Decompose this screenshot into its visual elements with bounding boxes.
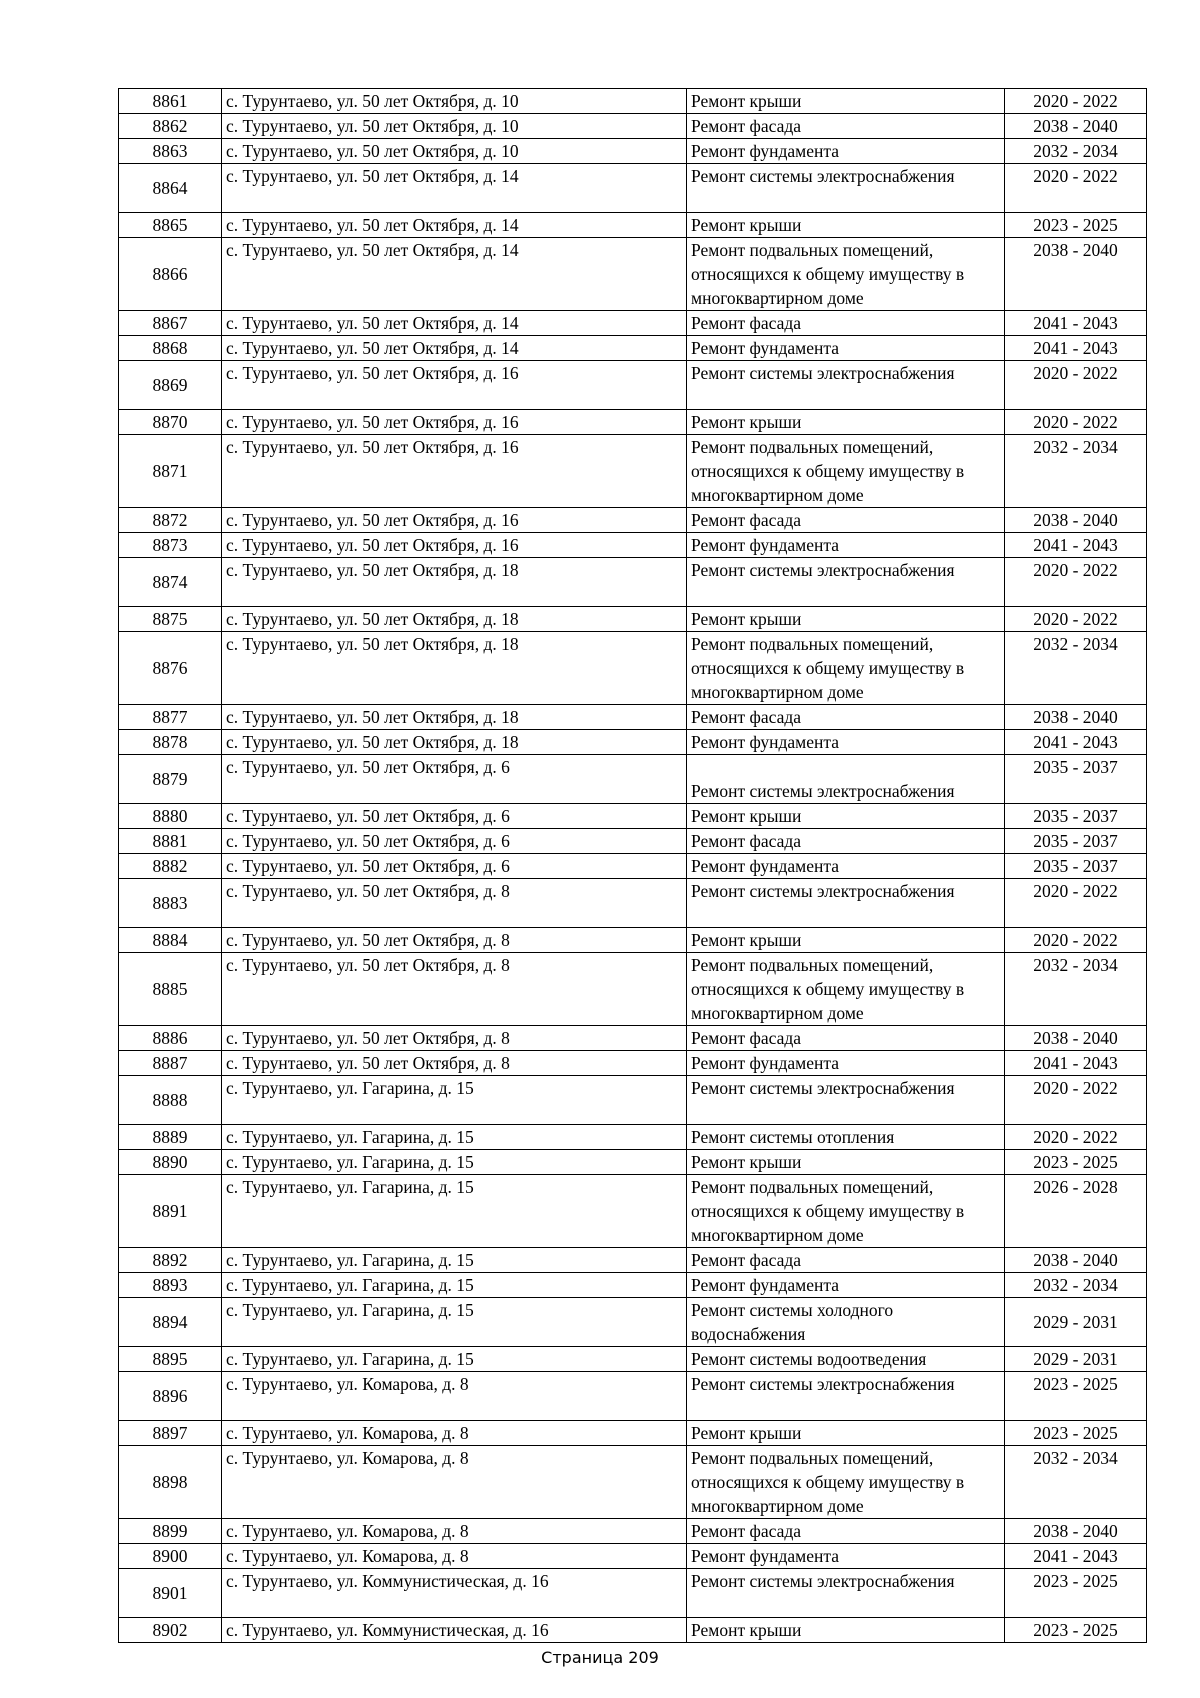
address-cell: с. Турунтаево, ул. Гагарина, д. 15: [222, 1347, 687, 1372]
work-type-cell: Ремонт системы электроснабжения: [687, 1372, 1005, 1421]
period-cell: 2023 - 2025: [1005, 1421, 1147, 1446]
period-cell: 2041 - 2043: [1005, 730, 1147, 755]
period-cell: 2035 - 2037: [1005, 829, 1147, 854]
address-cell: с. Турунтаево, ул. Гагарина, д. 15: [222, 1248, 687, 1273]
work-type-cell: Ремонт системы электроснабжения: [687, 361, 1005, 410]
row-number-cell: 8881: [119, 829, 222, 854]
period-cell: 2032 - 2034: [1005, 1273, 1147, 1298]
address-cell: с. Турунтаево, ул. Гагарина, д. 15: [222, 1298, 687, 1347]
work-type-cell: Ремонт фундамента: [687, 336, 1005, 361]
repair-schedule-table: [118, 88, 1147, 1643]
table-row: [119, 804, 1147, 829]
period-cell: 2035 - 2037: [1005, 755, 1147, 804]
address-cell: с. Турунтаево, ул. 50 лет Октября, д. 14: [222, 311, 687, 336]
period-cell: 2038 - 2040: [1005, 705, 1147, 730]
row-number-cell: 8864: [119, 164, 222, 213]
row-number-cell: 8879: [119, 755, 222, 804]
table-row: [119, 238, 1147, 311]
work-type-cell: Ремонт фасада: [687, 311, 1005, 336]
work-type-cell: Ремонт фасада: [687, 114, 1005, 139]
address-cell: с. Турунтаево, ул. Комарова, д. 8: [222, 1372, 687, 1421]
work-type-cell: Ремонт системы электроснабжения: [687, 1569, 1005, 1618]
page-number: Страница 209: [541, 1648, 659, 1667]
row-number-cell: 8875: [119, 607, 222, 632]
work-type-cell: Ремонт подвальных помещений, относящихся к общему имуществу в многоквартирном доме: [687, 953, 1005, 1026]
table-body: [119, 89, 1147, 1643]
address-cell: с. Турунтаево, ул. 50 лет Октября, д. 6: [222, 854, 687, 879]
table-row: [119, 336, 1147, 361]
row-number-cell: 8870: [119, 410, 222, 435]
address-cell: с. Турунтаево, ул. Гагарина, д. 15: [222, 1150, 687, 1175]
row-number-cell: 8900: [119, 1544, 222, 1569]
table-row: [119, 361, 1147, 410]
table-row: [119, 1150, 1147, 1175]
table-row: [119, 953, 1147, 1026]
row-number-cell: 8895: [119, 1347, 222, 1372]
address-cell: с. Турунтаево, ул. 50 лет Октября, д. 18: [222, 607, 687, 632]
work-type-cell: Ремонт фасада: [687, 1248, 1005, 1273]
work-type-cell: Ремонт системы холодного водоснабжения: [687, 1298, 1005, 1347]
work-type-cell: Ремонт крыши: [687, 804, 1005, 829]
row-number-cell: 8883: [119, 879, 222, 928]
period-cell: 2038 - 2040: [1005, 508, 1147, 533]
work-type-cell: Ремонт системы отопления: [687, 1125, 1005, 1150]
table-row: [119, 1519, 1147, 1544]
period-cell: 2041 - 2043: [1005, 1051, 1147, 1076]
period-cell: 2041 - 2043: [1005, 533, 1147, 558]
table-row: [119, 1446, 1147, 1519]
address-cell: с. Турунтаево, ул. Гагарина, д. 15: [222, 1273, 687, 1298]
period-cell: 2026 - 2028: [1005, 1175, 1147, 1248]
table-row: [119, 829, 1147, 854]
row-number-cell: 8891: [119, 1175, 222, 1248]
address-cell: с. Турунтаево, ул. 50 лет Октября, д. 6: [222, 755, 687, 804]
address-cell: с. Турунтаево, ул. 50 лет Октября, д. 14: [222, 238, 687, 311]
row-number-cell: 8897: [119, 1421, 222, 1446]
period-cell: 2035 - 2037: [1005, 804, 1147, 829]
row-number-cell: 8894: [119, 1298, 222, 1347]
work-type-cell: Ремонт крыши: [687, 410, 1005, 435]
work-type-cell: Ремонт фундамента: [687, 1273, 1005, 1298]
table-row: [119, 89, 1147, 114]
row-number-cell: 8888: [119, 1076, 222, 1125]
period-cell: 2020 - 2022: [1005, 89, 1147, 114]
row-number-cell: 8890: [119, 1150, 222, 1175]
period-cell: 2032 - 2034: [1005, 1446, 1147, 1519]
table-row: [119, 755, 1147, 804]
address-cell: с. Турунтаево, ул. Коммунистическая, д. 16: [222, 1569, 687, 1618]
address-cell: с. Турунтаево, ул. Комарова, д. 8: [222, 1421, 687, 1446]
work-type-cell: Ремонт системы водоотведения: [687, 1347, 1005, 1372]
address-cell: с. Турунтаево, ул. 50 лет Октября, д. 18: [222, 705, 687, 730]
work-type-cell: Ремонт подвальных помещений, относящихся к общему имуществу в многоквартирном доме: [687, 238, 1005, 311]
address-cell: с. Турунтаево, ул. Гагарина, д. 15: [222, 1125, 687, 1150]
row-number-cell: 8868: [119, 336, 222, 361]
row-number-cell: 8898: [119, 1446, 222, 1519]
table-row: [119, 1372, 1147, 1421]
table-row: [119, 558, 1147, 607]
work-type-cell: Ремонт фундамента: [687, 1544, 1005, 1569]
work-type-cell: Ремонт крыши: [687, 607, 1005, 632]
address-cell: с. Турунтаево, ул. 50 лет Октября, д. 8: [222, 1026, 687, 1051]
table-row: [119, 1076, 1147, 1125]
row-number-cell: 8873: [119, 533, 222, 558]
work-type-cell: Ремонт крыши: [687, 89, 1005, 114]
table-row: [119, 854, 1147, 879]
period-cell: 2041 - 2043: [1005, 311, 1147, 336]
row-number-cell: 8861: [119, 89, 222, 114]
period-cell: 2020 - 2022: [1005, 607, 1147, 632]
table-row: [119, 879, 1147, 928]
row-number-cell: 8901: [119, 1569, 222, 1618]
table-row: [119, 705, 1147, 730]
address-cell: с. Турунтаево, ул. 50 лет Октября, д. 8: [222, 953, 687, 1026]
address-cell: с. Турунтаево, ул. 50 лет Октября, д. 8: [222, 879, 687, 928]
work-type-cell: Ремонт крыши: [687, 1421, 1005, 1446]
period-cell: 2035 - 2037: [1005, 854, 1147, 879]
row-number-cell: 8865: [119, 213, 222, 238]
work-type-cell: Ремонт крыши: [687, 1150, 1005, 1175]
table-row: [119, 1298, 1147, 1347]
work-type-cell: Ремонт фасада: [687, 829, 1005, 854]
period-cell: 2020 - 2022: [1005, 928, 1147, 953]
work-type-cell: Ремонт фундамента: [687, 854, 1005, 879]
period-cell: 2041 - 2043: [1005, 336, 1147, 361]
row-number-cell: 8866: [119, 238, 222, 311]
work-type-cell: Ремонт крыши: [687, 928, 1005, 953]
row-number-cell: 8867: [119, 311, 222, 336]
table-row: [119, 730, 1147, 755]
row-number-cell: 8892: [119, 1248, 222, 1273]
table-row: [119, 139, 1147, 164]
address-cell: с. Турунтаево, ул. 50 лет Октября, д. 16: [222, 361, 687, 410]
row-number-cell: 8880: [119, 804, 222, 829]
address-cell: с. Турунтаево, ул. Комарова, д. 8: [222, 1519, 687, 1544]
address-cell: с. Турунтаево, ул. 50 лет Октября, д. 8: [222, 928, 687, 953]
period-cell: 2023 - 2025: [1005, 1569, 1147, 1618]
table-row: [119, 1273, 1147, 1298]
address-cell: с. Турунтаево, ул. 50 лет Октября, д. 18: [222, 730, 687, 755]
work-type-cell: Ремонт фасада: [687, 1519, 1005, 1544]
row-number-cell: 8877: [119, 705, 222, 730]
row-number-cell: 8869: [119, 361, 222, 410]
work-type-cell: Ремонт фундамента: [687, 1051, 1005, 1076]
address-cell: с. Турунтаево, ул. 50 лет Октября, д. 16: [222, 533, 687, 558]
row-number-cell: 8871: [119, 435, 222, 508]
table-row: [119, 632, 1147, 705]
work-type-cell: Ремонт системы электроснабжения: [687, 755, 1005, 804]
period-cell: 2032 - 2034: [1005, 953, 1147, 1026]
address-cell: с. Турунтаево, ул. 50 лет Октября, д. 18: [222, 632, 687, 705]
address-cell: с. Турунтаево, ул. 50 лет Октября, д. 10: [222, 114, 687, 139]
period-cell: 2020 - 2022: [1005, 558, 1147, 607]
address-cell: с. Турунтаево, ул. 50 лет Октября, д. 16: [222, 410, 687, 435]
period-cell: 2029 - 2031: [1005, 1298, 1147, 1347]
address-cell: с. Турунтаево, ул. 50 лет Октября, д. 8: [222, 1051, 687, 1076]
address-cell: с. Турунтаево, ул. 50 лет Октября, д. 18: [222, 558, 687, 607]
address-cell: с. Турунтаево, ул. 50 лет Октября, д. 14: [222, 336, 687, 361]
period-cell: 2020 - 2022: [1005, 879, 1147, 928]
table-row: [119, 1026, 1147, 1051]
work-type-cell: Ремонт фундамента: [687, 730, 1005, 755]
period-cell: 2038 - 2040: [1005, 1026, 1147, 1051]
period-cell: 2029 - 2031: [1005, 1347, 1147, 1372]
work-type-cell: Ремонт фасада: [687, 508, 1005, 533]
period-cell: 2038 - 2040: [1005, 238, 1147, 311]
period-cell: 2020 - 2022: [1005, 1125, 1147, 1150]
period-cell: 2020 - 2022: [1005, 361, 1147, 410]
row-number-cell: 8882: [119, 854, 222, 879]
period-cell: 2038 - 2040: [1005, 1248, 1147, 1273]
address-cell: с. Турунтаево, ул. Гагарина, д. 15: [222, 1076, 687, 1125]
table-row: [119, 1618, 1147, 1643]
period-cell: 2032 - 2034: [1005, 632, 1147, 705]
work-type-cell: Ремонт системы электроснабжения: [687, 1076, 1005, 1125]
work-type-cell: Ремонт фундамента: [687, 139, 1005, 164]
period-cell: 2020 - 2022: [1005, 410, 1147, 435]
row-number-cell: 8874: [119, 558, 222, 607]
work-type-cell: Ремонт подвальных помещений, относящихся к общему имуществу в многоквартирном доме: [687, 435, 1005, 508]
work-type-cell: Ремонт фасада: [687, 1026, 1005, 1051]
row-number-cell: 8862: [119, 114, 222, 139]
row-number-cell: 8887: [119, 1051, 222, 1076]
period-cell: 2041 - 2043: [1005, 1544, 1147, 1569]
table-row: [119, 311, 1147, 336]
address-cell: с. Турунтаево, ул. 50 лет Октября, д. 14: [222, 164, 687, 213]
row-number-cell: 8876: [119, 632, 222, 705]
address-cell: с. Турунтаево, ул. 50 лет Октября, д. 16: [222, 435, 687, 508]
row-number-cell: 8886: [119, 1026, 222, 1051]
address-cell: с. Турунтаево, ул. Комарова, д. 8: [222, 1446, 687, 1519]
table-row: [119, 1347, 1147, 1372]
table-row: [119, 533, 1147, 558]
work-type-cell: Ремонт фундамента: [687, 533, 1005, 558]
address-cell: с. Турунтаево, ул. 50 лет Октября, д. 10: [222, 89, 687, 114]
table-row: [119, 1421, 1147, 1446]
address-cell: с. Турунтаево, ул. Комарова, д. 8: [222, 1544, 687, 1569]
period-cell: 2020 - 2022: [1005, 1076, 1147, 1125]
work-type-cell: Ремонт подвальных помещений, относящихся к общему имуществу в многоквартирном доме: [687, 632, 1005, 705]
work-type-cell: Ремонт системы электроснабжения: [687, 164, 1005, 213]
period-cell: 2023 - 2025: [1005, 1618, 1147, 1643]
work-type-cell: Ремонт подвальных помещений, относящихся к общему имуществу в многоквартирном доме: [687, 1175, 1005, 1248]
row-number-cell: 8889: [119, 1125, 222, 1150]
table-row: [119, 213, 1147, 238]
period-cell: 2032 - 2034: [1005, 435, 1147, 508]
period-cell: 2038 - 2040: [1005, 1519, 1147, 1544]
address-cell: с. Турунтаево, ул. 50 лет Октября, д. 6: [222, 804, 687, 829]
table-row: [119, 1175, 1147, 1248]
work-type-cell: Ремонт крыши: [687, 213, 1005, 238]
period-cell: 2020 - 2022: [1005, 164, 1147, 213]
period-cell: 2023 - 2025: [1005, 1372, 1147, 1421]
row-number-cell: 8872: [119, 508, 222, 533]
row-number-cell: 8902: [119, 1618, 222, 1643]
table-row: [119, 164, 1147, 213]
table-row: [119, 1544, 1147, 1569]
table-row: [119, 508, 1147, 533]
table-row: [119, 607, 1147, 632]
period-cell: 2023 - 2025: [1005, 213, 1147, 238]
table-row: [119, 1248, 1147, 1273]
row-number-cell: 8863: [119, 139, 222, 164]
work-type-cell: Ремонт подвальных помещений, относящихся к общему имуществу в многоквартирном доме: [687, 1446, 1005, 1519]
row-number-cell: 8885: [119, 953, 222, 1026]
row-number-cell: 8884: [119, 928, 222, 953]
address-cell: с. Турунтаево, ул. Гагарина, д. 15: [222, 1175, 687, 1248]
address-cell: с. Турунтаево, ул. 50 лет Октября, д. 16: [222, 508, 687, 533]
row-number-cell: 8899: [119, 1519, 222, 1544]
address-cell: с. Турунтаево, ул. 50 лет Октября, д. 10: [222, 139, 687, 164]
work-type-cell: Ремонт фасада: [687, 705, 1005, 730]
row-number-cell: 8893: [119, 1273, 222, 1298]
period-cell: 2038 - 2040: [1005, 114, 1147, 139]
table-row: [119, 1125, 1147, 1150]
table-row: [119, 410, 1147, 435]
period-cell: 2032 - 2034: [1005, 139, 1147, 164]
table-row: [119, 435, 1147, 508]
address-cell: с. Турунтаево, ул. 50 лет Октября, д. 6: [222, 829, 687, 854]
row-number-cell: 8878: [119, 730, 222, 755]
row-number-cell: 8896: [119, 1372, 222, 1421]
address-cell: с. Турунтаево, ул. Коммунистическая, д. 16: [222, 1618, 687, 1643]
table-row: [119, 1569, 1147, 1618]
period-cell: 2023 - 2025: [1005, 1150, 1147, 1175]
address-cell: с. Турунтаево, ул. 50 лет Октября, д. 14: [222, 213, 687, 238]
work-type-cell: Ремонт системы электроснабжения: [687, 558, 1005, 607]
work-type-cell: Ремонт крыши: [687, 1618, 1005, 1643]
table-row: [119, 928, 1147, 953]
table-row: [119, 1051, 1147, 1076]
table-row: [119, 114, 1147, 139]
work-type-cell: Ремонт системы электроснабжения: [687, 879, 1005, 928]
